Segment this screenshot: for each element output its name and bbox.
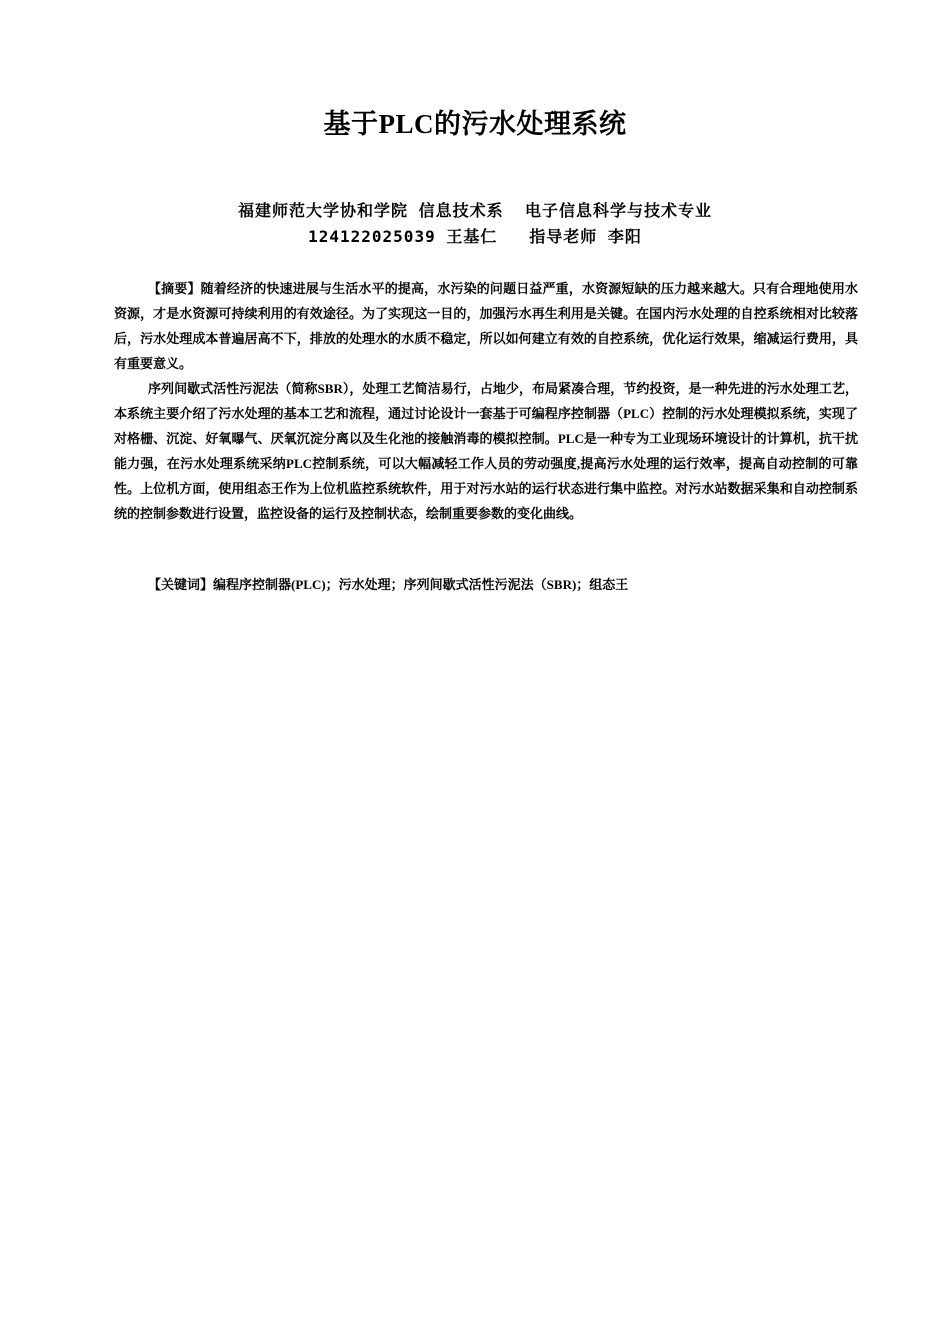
- keywords-paragraph: [114, 572, 858, 597]
- abstract-text-1: 随着经济的快速进展与生活水平的提高，水污染的问题日益严重，水资源短缺的压力越来越大。只有合理地使用水资源，才是水资源可持续利用的有效途径。为了实现这一目的，加强污水再生利用是关键。在国内污水处理的自控系统相对比较落后，污水处理成本普遍居高不下，排放的处理水的水质不稳定，所以如何建立有效的自控系统，优化运行效果，缩减运行费用，具有重要意义。: [114, 281, 858, 371]
- paper-title: 基于PLC的污水处理系统: [323, 109, 627, 139]
- keywords-label: 【关键词】: [148, 577, 214, 592]
- author-block: [0, 198, 950, 250]
- keywords-section: [114, 572, 858, 597]
- keywords-text: 编程序控制器(PLC)；污水处理；序列间歇式活性污泥法（SBR)；组态王: [213, 577, 629, 592]
- affiliation-line: 福建师范大学协和学院 信息技术系 电子信息科学与技术专业: [238, 201, 712, 220]
- abstract-paragraph-1: [114, 276, 858, 376]
- abstract-section: [114, 276, 858, 526]
- author-advisor-line: 124122025039 王基仁 指导老师 李阳: [308, 227, 642, 246]
- abstract-paragraph-2: 序列间歇式活性污泥法（简称SBR），处理工艺简洁易行，占地少，布局紧凑合理，节约投资，是一种先进的污水处理工艺，本系统主要介绍了污水处理的基本工艺和流程，通过讨论设计一套基于可编程序控制器（PLC）控制的污水处理模拟系统，实现了对格栅、沉淀、好氧曝气、厌氧沉淀分离以及生化池的接触消毒的模拟控制。PLC是一种专为工业现场环境设计的计算机，抗干扰能力强，在污水处理系统采纳PLC控制系统，可以大幅减轻工作人员的劳动强度,提高污水处理的运行效率，提高自动控制的可靠性。上位机方面，使用组态王作为上位机监控系统软件，用于对污水站的运行状态进行集中监控。对污水站数据采集和自动控制系统的控制参数进行设置，监控设备的运行及控制状态，绘制重要参数的变化曲线。: [114, 381, 858, 521]
- abstract-label: 【摘要】: [148, 281, 201, 296]
